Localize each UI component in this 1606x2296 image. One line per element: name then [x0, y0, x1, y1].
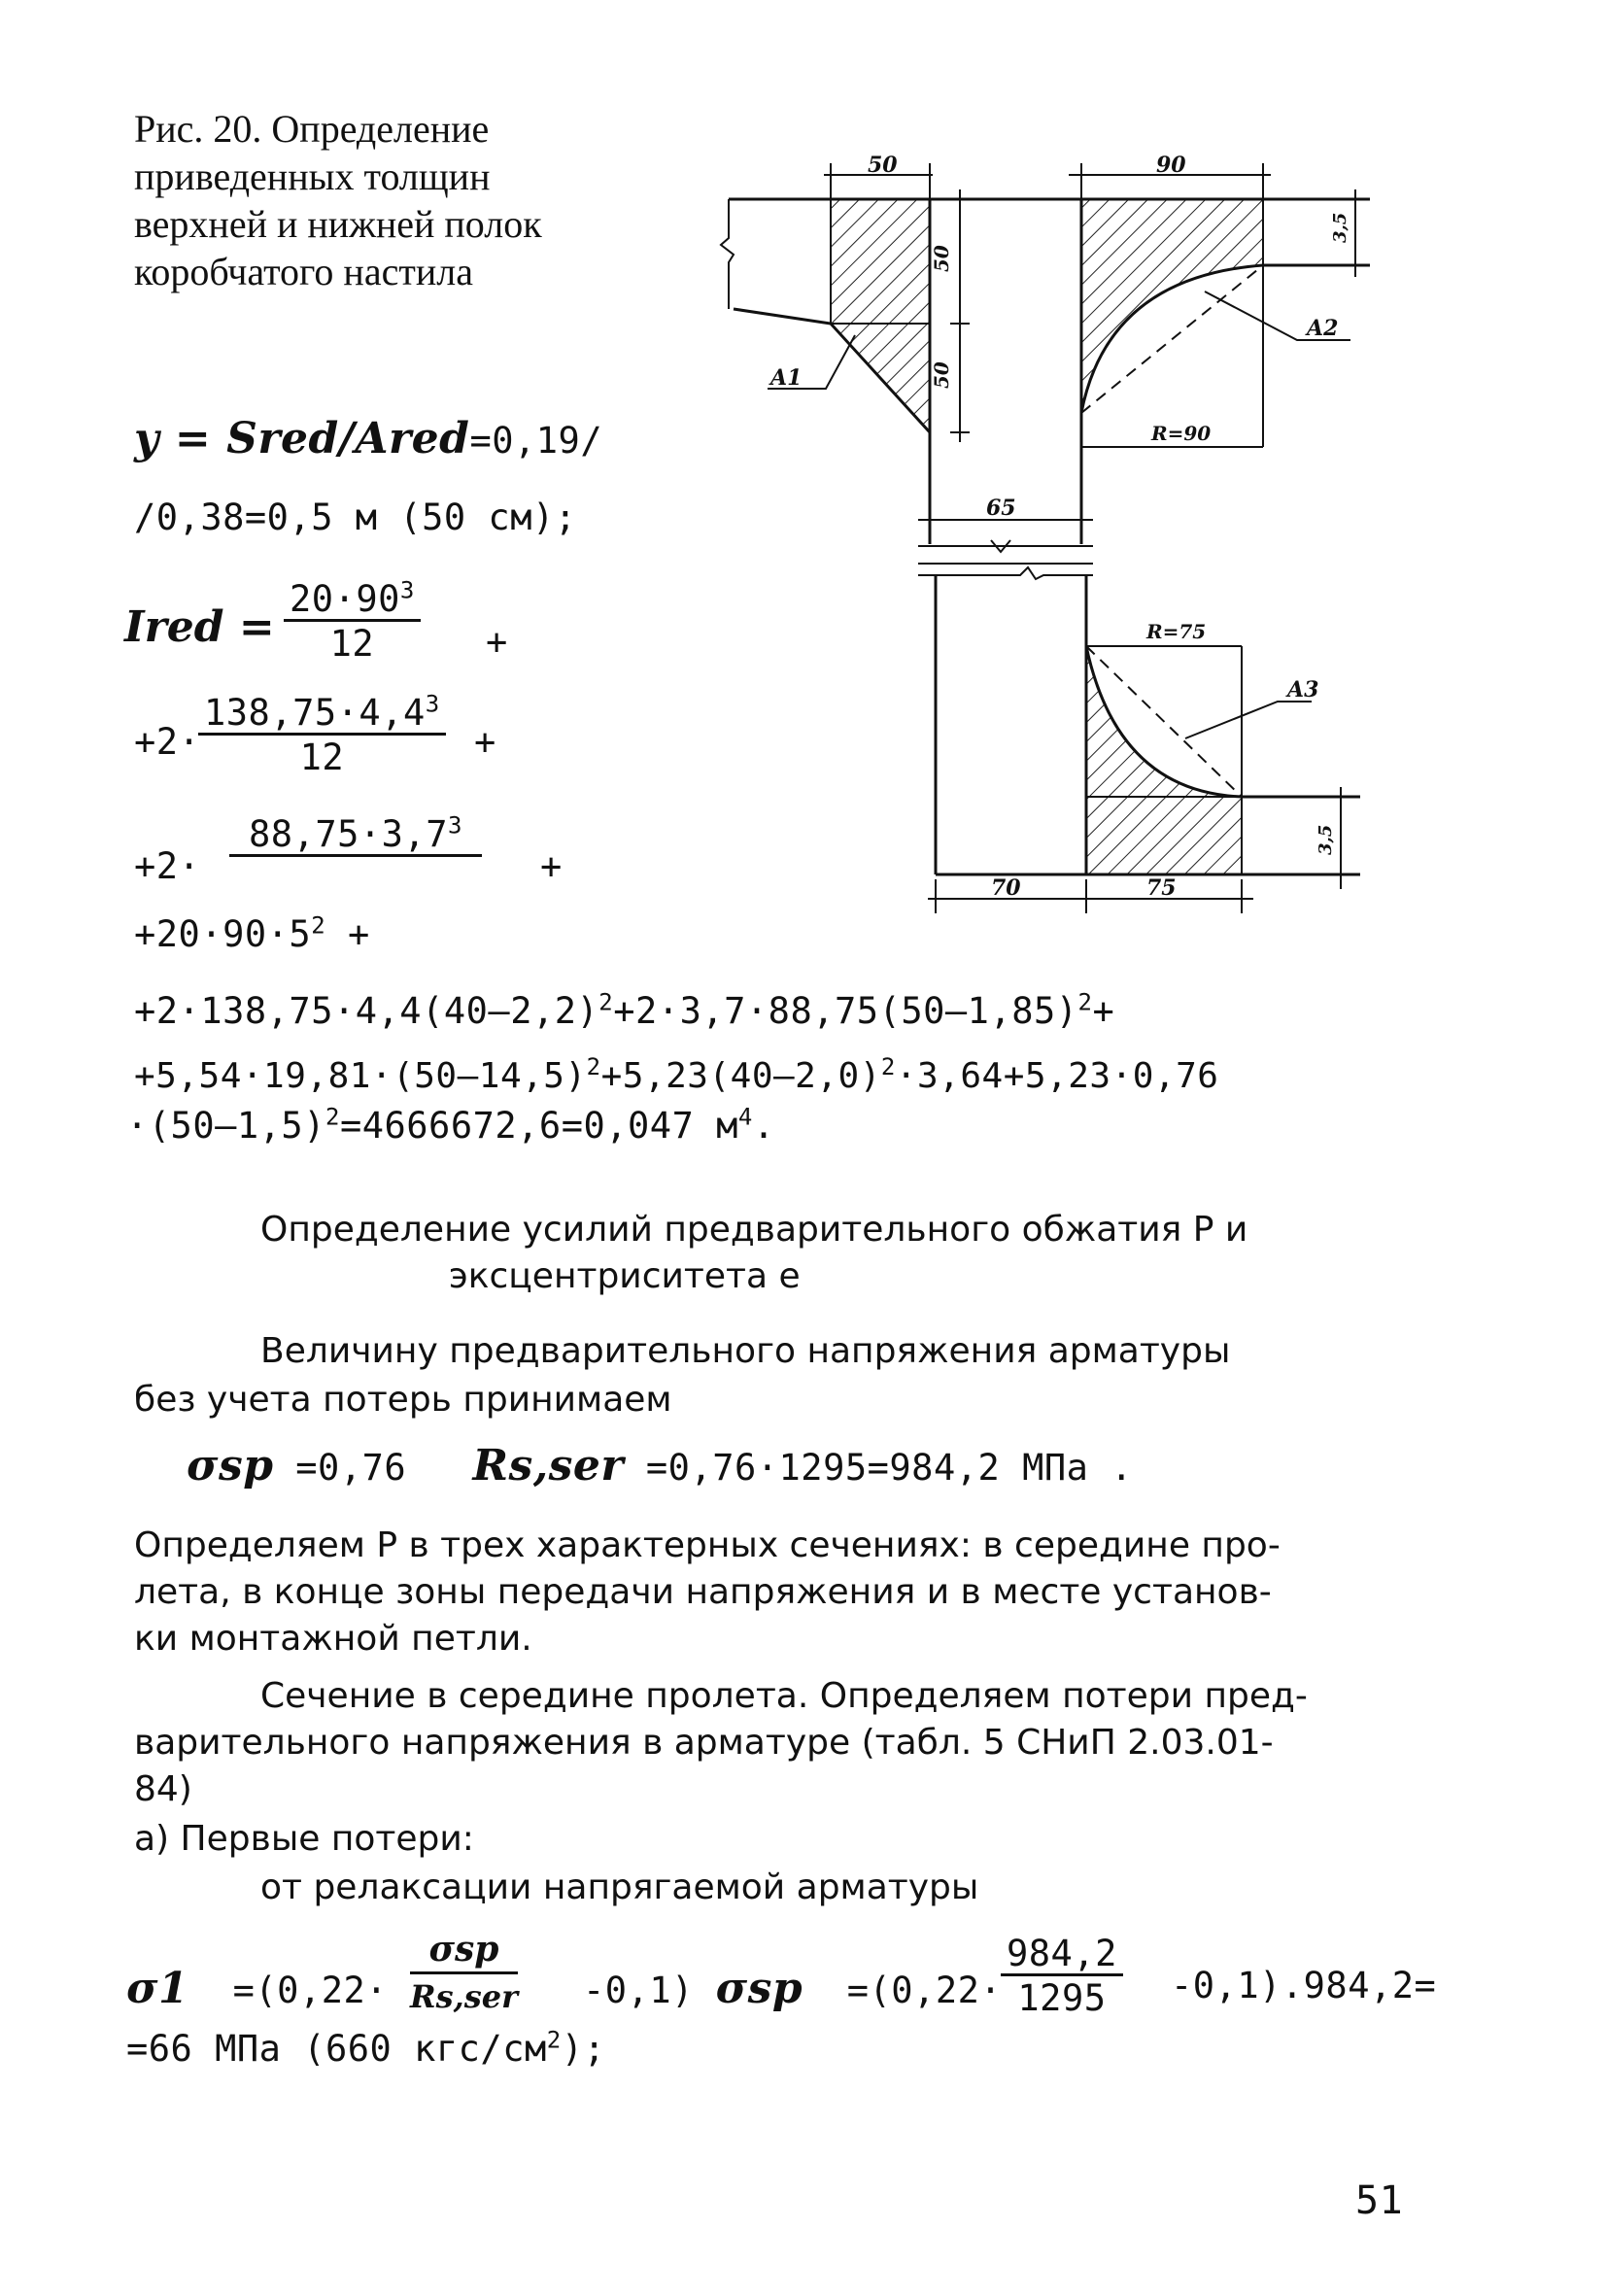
- formula-y-line2: /0,38=0,5 м (50 см);: [134, 497, 577, 538]
- numerator: $138,75\cdot 4,4^3$: [198, 695, 446, 736]
- fraction: [410, 1929, 518, 2015]
- formula-relax-part4: -0,1).984,2=: [1171, 1965, 1437, 2006]
- paragraph-line: лета, в конце зоны передачи напряжения и в месте установ-: [134, 1572, 1272, 1612]
- formula-line: $\cdot(50-1,5)^2=4666672,6=0,047$ $м^4$.: [126, 1103, 775, 1147]
- handwritten-symbol: σsp: [187, 1441, 274, 1491]
- plus-sign: +: [486, 621, 508, 663]
- section-heading: [260, 1210, 1247, 1250]
- handwritten-symbol: Rs,ser: [472, 1441, 625, 1491]
- radius-label: R=90: [1151, 422, 1212, 445]
- heading-line: Определение усилий предварительного обжатия P и: [260, 1210, 1248, 1250]
- dim-label: 70: [991, 875, 1021, 901]
- paragraph-line: без учета потерь принимаем: [134, 1380, 672, 1420]
- formula-prefix: +2·: [134, 845, 201, 887]
- paragraph-line: варительного напряжения в арматуре (табл. 5 СНиП 2.03.01-: [134, 1723, 1274, 1763]
- formula-text: =0,19/: [469, 420, 603, 462]
- radius-label: R=75: [1146, 620, 1207, 643]
- area-label: A3: [1287, 677, 1319, 703]
- formula-i-symbol: [124, 602, 275, 652]
- formula-line: $+2\cdot 138,75\cdot 4,4(40-2,2)^2+2\cdot 3,7\cdot 88,75(50-1,85)^2+$: [134, 988, 1115, 1032]
- dim-label: 50: [868, 153, 898, 178]
- paragraph-line: Величину предварительного напряжения арматуры: [260, 1331, 1231, 1371]
- caption-line: верхней и нижней полок: [134, 202, 542, 246]
- losses-relax: от релаксации напрягаемой арматуры: [260, 1868, 979, 1907]
- plus-sign: +: [474, 721, 496, 763]
- dim-label: 50: [930, 245, 953, 272]
- fraction: [1001, 1933, 1123, 2019]
- handwritten-symbol: Ired =: [124, 602, 275, 652]
- caption-line: приведенных толщин: [134, 154, 491, 198]
- numerator: $20\cdot 90^3$: [284, 581, 421, 622]
- numerator: 984,2: [1001, 1936, 1123, 1976]
- page-number: 51: [1355, 2178, 1404, 2223]
- area-label: A2: [1307, 316, 1339, 341]
- handwritten-symbol: y = Sred/Ared: [134, 414, 470, 463]
- formula-line: $+20\cdot 90\cdot 5^2$ +: [134, 911, 370, 955]
- caption-line: Рис. 20. Определение: [134, 107, 490, 151]
- losses-first: а) Первые потери:: [134, 1819, 474, 1859]
- handwritten-symbol: σ1: [126, 1964, 189, 2013]
- break-line: [918, 540, 1093, 579]
- formula-relax-line2: =66 МПа (660 кгс/$см^2$);: [126, 2026, 606, 2070]
- dim-label: 75: [1146, 875, 1177, 901]
- fraction: [229, 811, 482, 857]
- formula-relax: σ1 =(0,22·: [126, 1964, 389, 2013]
- hatched-area-a1: [831, 199, 930, 432]
- dim-label: 3,5: [1330, 212, 1350, 243]
- dim-label: 65: [986, 496, 1016, 521]
- hatched-area-a3: [1086, 646, 1242, 874]
- plus-sign: +: [540, 845, 563, 887]
- paragraph-line: ки монтажной петли.: [134, 1619, 532, 1659]
- bottom-section: [928, 575, 1360, 913]
- dim-label: 90: [1156, 153, 1186, 178]
- dim-label: 3,5: [1316, 824, 1336, 855]
- paragraph-line: 84): [134, 1769, 192, 1809]
- section-heading-line2: эксцентриситета e: [449, 1256, 801, 1296]
- formula-y-line1: [134, 414, 603, 463]
- numerator: $88,75\cdot 3,7^3$: [229, 816, 482, 857]
- top-section: [721, 163, 1370, 544]
- dim-label: 50: [930, 361, 953, 389]
- paragraph-line: Определяем P в трех характерных сечениях: в середине про-: [134, 1525, 1281, 1565]
- numerator: σsp: [410, 1929, 518, 1974]
- denominator: 1295: [1017, 1977, 1107, 2019]
- hatched-area-a2: [1081, 199, 1263, 413]
- formula-relax-part2: -0,1) σsp =(0,22·: [583, 1964, 1003, 2013]
- paragraph-line: Сечение в середине пролета. Определяем потери пред-: [260, 1676, 1308, 1716]
- formula-sigma: σsp =0,76 Rs,ser =0,76·1295=984,2 МПа .: [187, 1441, 1133, 1491]
- handwritten-symbol: σsp: [715, 1964, 803, 2013]
- formula-line: $+5,54\cdot 19,81\cdot(50-14,5)^2+5,23(40-2,0)^2\cdot 3,64+5,23\cdot 0,76$: [134, 1053, 1219, 1096]
- area-label: A1: [770, 365, 803, 391]
- formula-prefix: +2·: [134, 721, 201, 763]
- denominator: 12: [329, 623, 375, 665]
- fraction: [198, 690, 446, 778]
- denominator: 12: [299, 737, 345, 778]
- denominator: Rs,ser: [410, 1978, 518, 2015]
- caption-line: коробчатого настила: [134, 250, 473, 293]
- fraction: [284, 576, 421, 665]
